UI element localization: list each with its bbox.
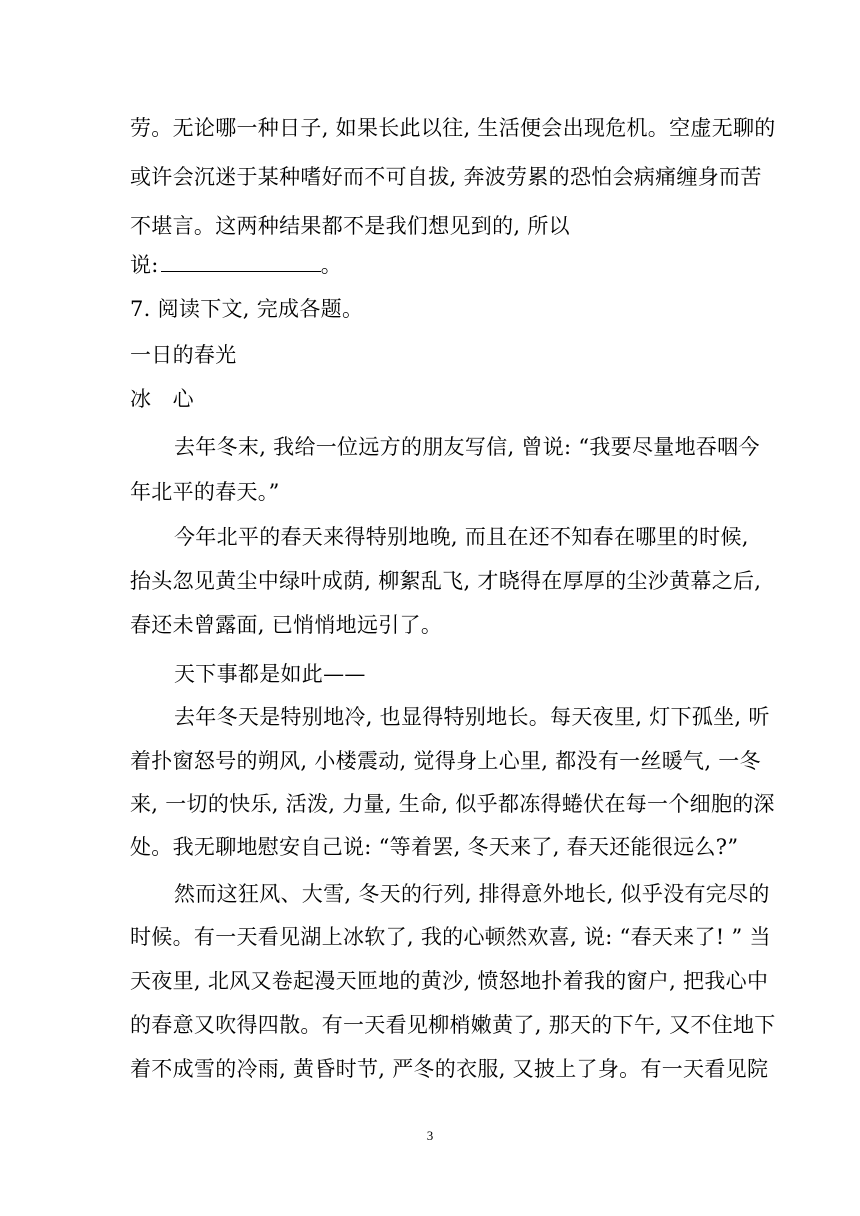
paragraph-line: 着扑窗怒号的朔风, 小楼震动, 觉得身上心里, 都没有一丝暖气, 一冬 [130,749,761,773]
paragraph-line: 时候。有一天看见湖上冰软了, 我的心顿然欢喜, 说: “春天来了! ” 当 [130,925,771,949]
fill-in-suffix: 。 [320,253,342,277]
article-author: 冰 心 [130,387,194,411]
question-heading: 7. 阅读下文, 完成各题。 [130,297,364,321]
text-line: 不堪言。这两种结果都不是我们想见到的, 所以 [130,214,570,238]
paragraph-line: 的春意又吹得四散。有一天看见柳梢嫩黄了, 那天的下午, 又不住地下 [130,1013,776,1037]
paragraph-line: 着不成雪的冷雨, 黄昏时节, 严冬的衣服, 又披上了身。有一天看见院 [130,1057,769,1081]
paragraph-line: 抬头忽见黄尘中绿叶成荫, 柳絮乱飞, 才晓得在厚厚的尘沙黄幕之后, [130,569,762,593]
paragraph-line: 春还未曾露面, 已悄悄地远引了。 [130,613,443,637]
paragraph-line: 去年冬天是特别地冷, 也显得特别地长。每天夜里, 灯下孤坐, 听 [174,705,770,729]
paragraph-line: 然而这狂风、大雪, 冬天的行列, 排得意外地长, 似乎没有完尽的 [174,882,770,906]
paragraph-line: 今年北平的春天来得特别地晚, 而且在还不知春在哪里的时候, [174,525,749,549]
paragraph-line: 来, 一切的快乐, 活泼, 力量, 生命, 似乎都冻得蜷伏在每一个细胞的深 [130,792,775,816]
paragraph-line: 年北平的春天。” [130,480,280,504]
page-number: 3 [426,1128,434,1143]
paragraph-line: 处。我无聊地慰安自己说: “等着罢, 冬天来了, 春天还能很远么?” [130,835,739,859]
text-line: 或许会沉迷于某种嗜好而不可自拔, 奔波劳累的恐怕会病痛缠身而苦 [130,165,762,189]
fill-in-prefix: 说: [130,253,159,277]
text-line: 劳。无论哪一种日子, 如果长此以往, 生活便会出现危机。空虚无聊的 [130,116,776,140]
paragraph-line: 天下事都是如此—— [174,662,366,686]
fill-in-line [130,250,342,280]
answer-blank[interactable] [161,253,321,272]
article-title: 一日的春光 [130,343,237,367]
paragraph-line: 天夜里, 北风又卷起漫天匝地的黄沙, 愤怒地扑着我的窗户, 把我心中 [130,969,769,993]
paragraph-line: 去年冬末, 我给一位远方的朋友写信, 曾说: “我要尽量地吞咽今 [174,435,760,459]
